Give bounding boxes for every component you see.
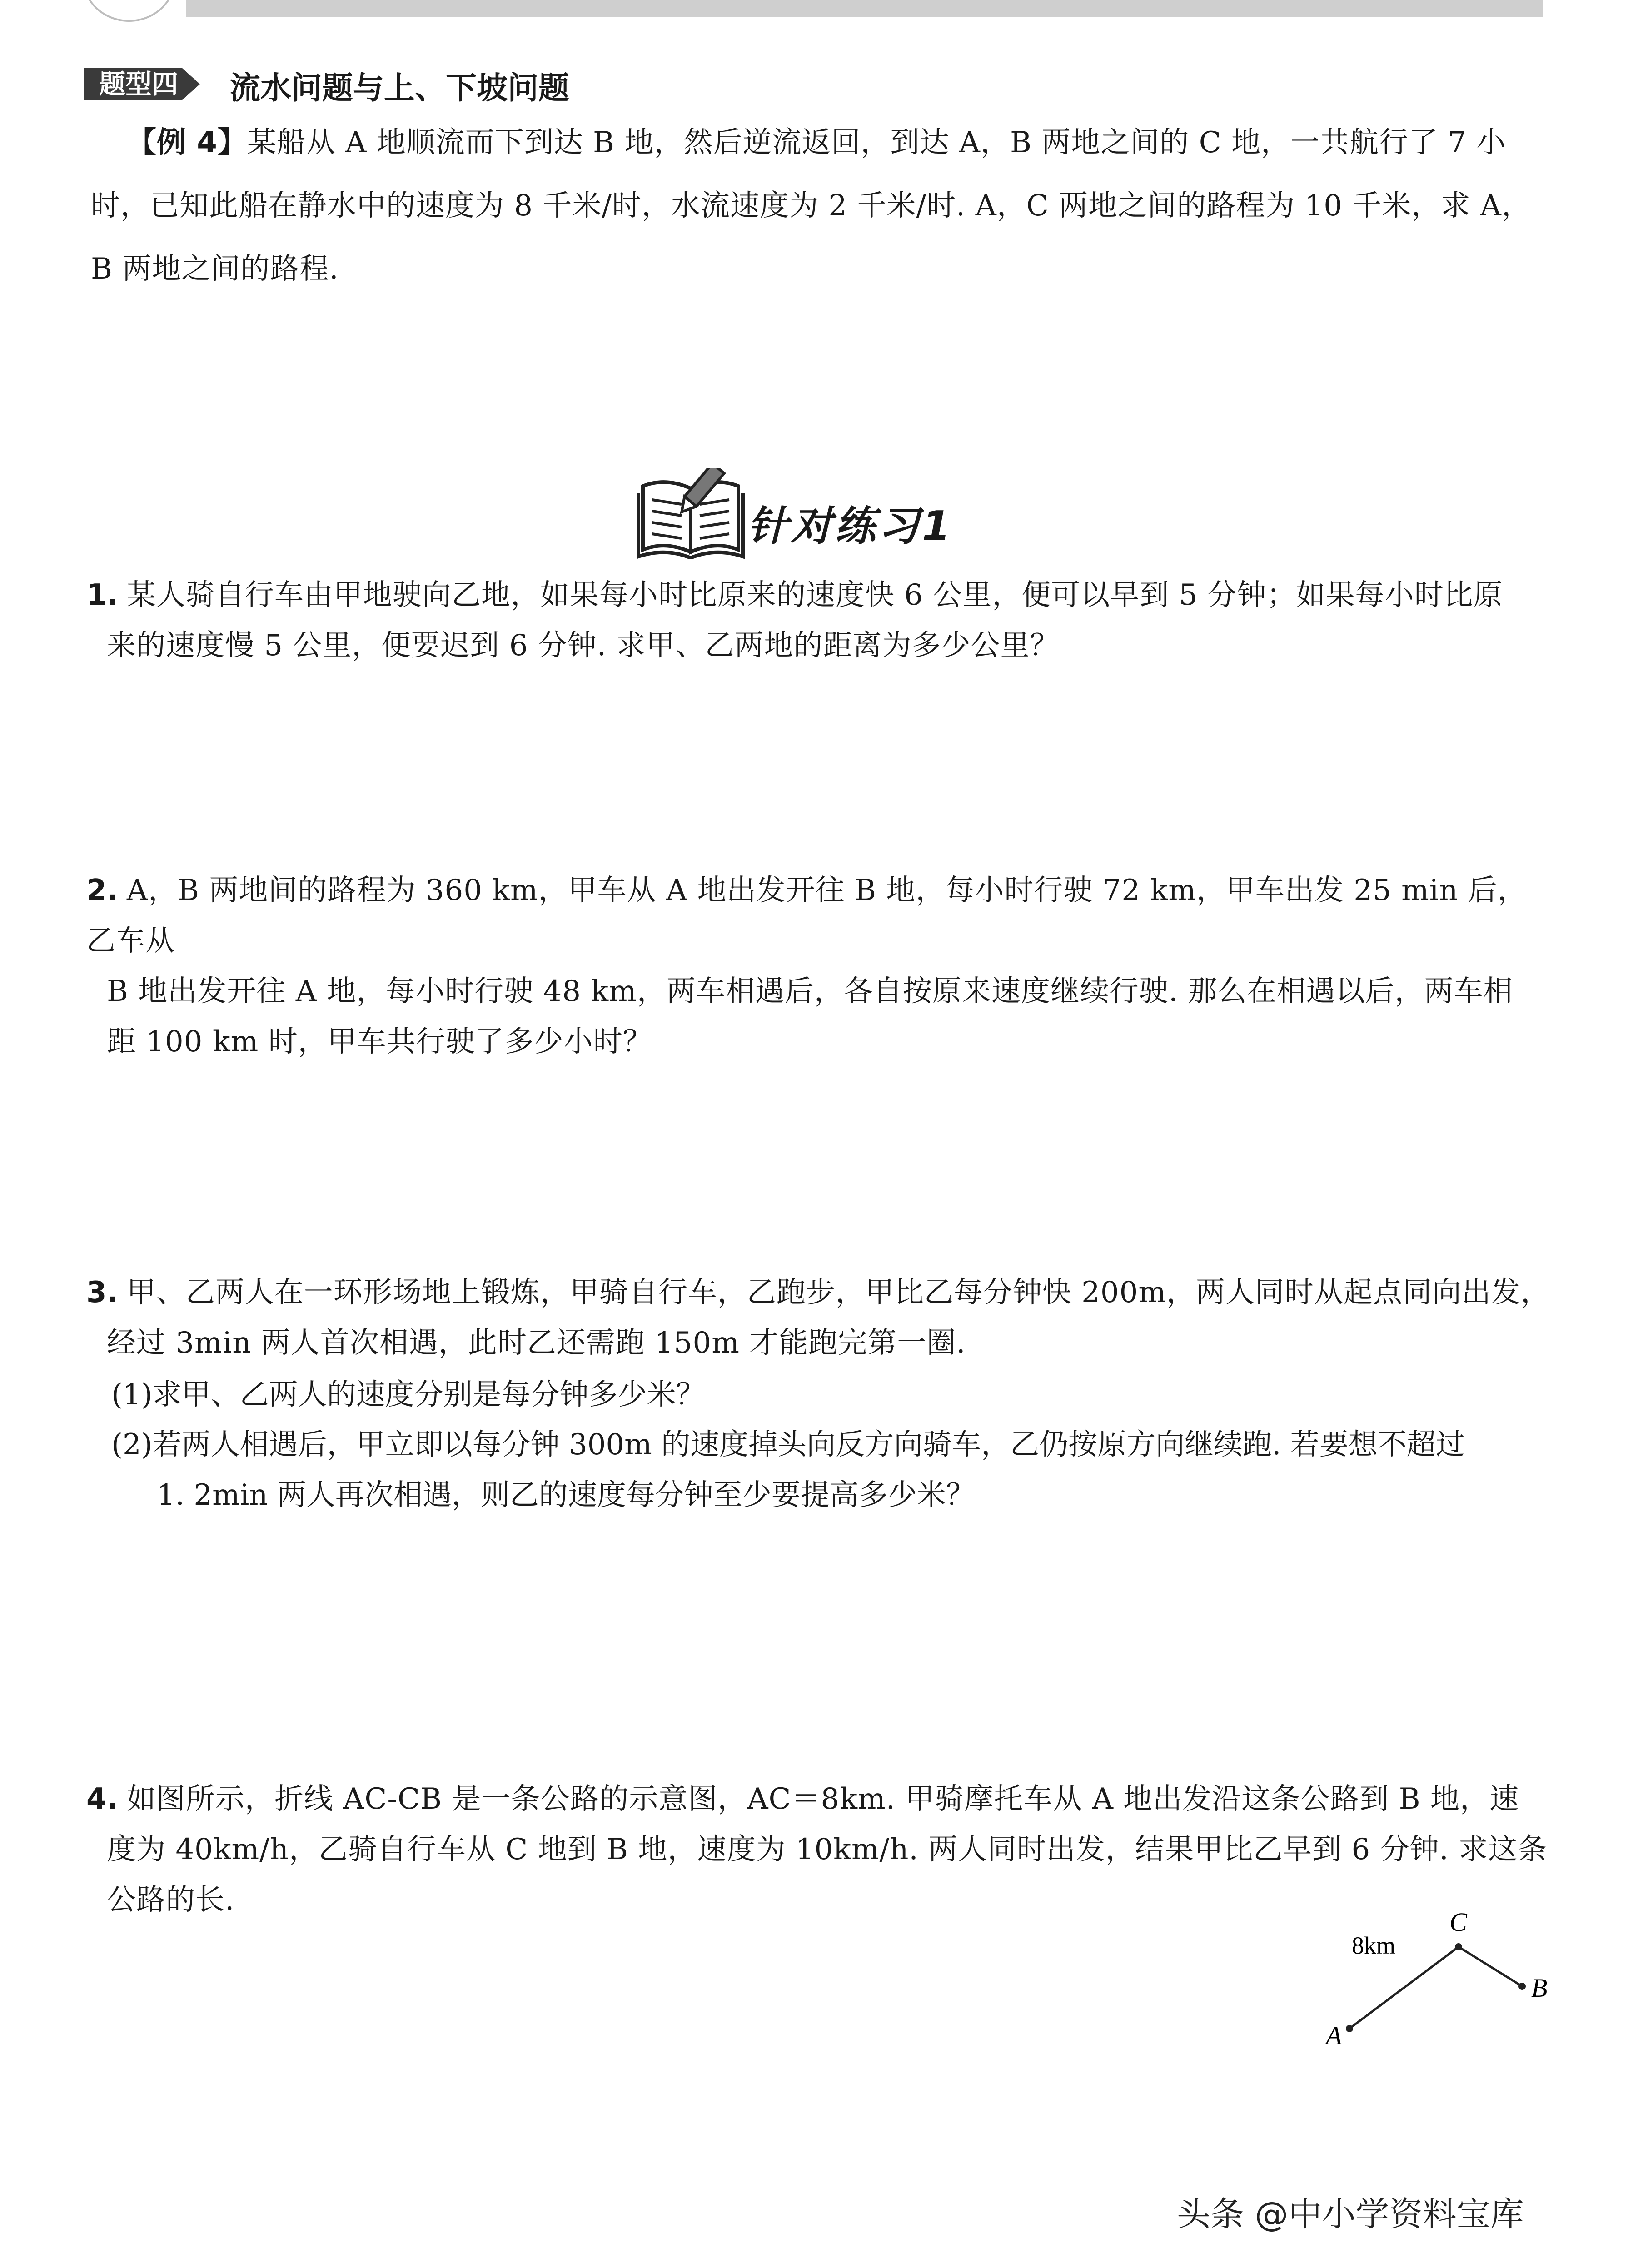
question-1 [86, 570, 1554, 671]
page-top-band [186, 0, 1543, 17]
question-text-line: B 地出发开往 A 地，每小时行驶 48 km，两车相遇后，各自按原来速度继续行驶. 那么在相遇以后，两车相 [107, 975, 1513, 1008]
question-text-line: 如图所示，折线 AC-CB 是一条公路的示意图，AC＝8km. 甲骑摩托车从 A 地出发沿这条公路到 B 地，速 [126, 1782, 1519, 1816]
segment-length-label: 8km [1352, 1932, 1396, 1959]
question-text-line: 度为 40km/h，乙骑自行车从 C 地到 B 地，速度为 10km/h. 两人同时出发，结果甲比乙早到 6 分钟. 求这条 [107, 1833, 1548, 1866]
question-text-line: 距 100 km 时，甲车共行驶了多少小时？ [107, 1025, 652, 1059]
road-diagram [1309, 1867, 1563, 2058]
section-title: 流水问题与上、下坡问题 [229, 70, 570, 106]
label-a: A [1326, 2021, 1342, 2050]
question-text-line: (2)若两人相遇后，甲立即以每分钟 300m 的速度掉头向反方向骑车，乙仍按原方向继续跑. 若要想不超过 [111, 1428, 1465, 1462]
segment-cb [1459, 1947, 1522, 1986]
question-text-line: 某人骑自行车由甲地驶向乙地，如果每小时比原来的速度快 6 公里，便可以早到 5 分钟；如果每小时比原 [126, 578, 1503, 612]
question-number: 1. [86, 578, 119, 612]
question-text-line: 公路的长. [107, 1883, 235, 1917]
question-3 [86, 1268, 1554, 1368]
label-b: B [1531, 1973, 1548, 2003]
question-2 [86, 865, 1554, 1067]
section-tag [84, 66, 202, 102]
open-book-pencil-icon [634, 468, 752, 559]
question-text-line: 经过 3min 两人首次相遇，此时乙还需跑 150m 才能跑完第一圈. [107, 1326, 966, 1360]
example-label: 【例 4】 [127, 126, 247, 159]
question-3-part-2 [111, 1420, 1552, 1521]
point-c [1455, 1943, 1462, 1950]
segment-ac [1349, 1947, 1459, 2029]
question-number: 2. [86, 874, 119, 907]
practice-title: 针对练习1 [747, 502, 953, 550]
section-tag-label: 题型四 [99, 69, 178, 99]
label-c: C [1449, 1907, 1467, 1937]
point-a [1346, 2025, 1353, 2032]
corner-logo-arc [82, 0, 176, 22]
example-text: 某船从 A 地顺流而下到达 B 地，然后逆流返回，到达 A，B 两地之间的 C 地，一共航行了 7 小时，已知此船在静水中的速度为 8 千米/时，水流速度为 2 千米/时. A，C 两地之间的路程为 10 千米，求 A，B 两地之间的路程. [91, 126, 1531, 286]
example-4 [91, 111, 1545, 301]
question-text-line: 1. 2min 两人再次相遇，则乙的速度每分钟至少要提高多少米？ [157, 1478, 975, 1512]
point-b [1518, 1983, 1526, 1990]
question-number: 3. [86, 1276, 119, 1309]
question-text-line: A，B 两地间的路程为 360 km，甲车从 A 地出发开往 B 地，每小时行驶 72 km，甲车出发 25 min 后，乙车从 [86, 874, 1527, 958]
watermark: 头条 @中小学资料宝库 [1177, 2195, 1524, 2234]
question-text-line: 来的速度慢 5 公里，便要迟到 6 分钟. 求甲、乙两地的距离为多少公里？ [107, 629, 1060, 662]
question-number: 4. [86, 1782, 119, 1816]
question-3-part-1: (1)求甲、乙两人的速度分别是每分钟多少米？ [111, 1378, 705, 1412]
question-text-line: 甲、乙两人在一环形场地上锻炼，甲骑自行车，乙跑步，甲比乙每分钟快 200m，两人同时从起点同向出发， [126, 1276, 1551, 1309]
